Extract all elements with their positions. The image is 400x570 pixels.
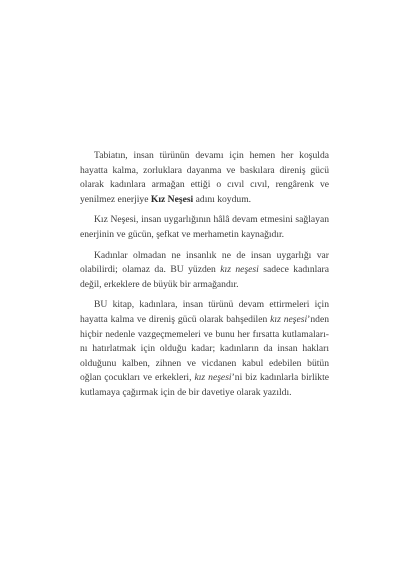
paragraph-4 <box>80 298 329 400</box>
text-run: Tabiatın, insan türünün devamı için hemen her koşulda hayatta kalma, zorluklara dayanma ve baskılara direniş gücü olarak kadınlara armağan ettiği o cıvıl cıvıl, rengârenk ve yenilmez enerjiye <box>80 150 329 205</box>
brand-name-bold: Kız Neşesi <box>150 193 194 205</box>
paragraph-2 <box>80 213 329 242</box>
italic-term: kız neşesi <box>270 313 308 325</box>
text-run: ’ni biz kadınlarla birlikte kutlamaya çağırmak için de bir davetiye olarak yazıldı. <box>80 372 329 398</box>
text-run: sadece kadınlara değil, erkeklere de büyük bir armağandır. <box>80 264 329 290</box>
text-run: adını koydum. <box>193 193 252 205</box>
italic-term: kız neşesi <box>194 372 232 384</box>
text-run: Kız Neşesi, insan uygarlığının hâlâ devam etmesini sağlayan enerjinin ve gücün, şefkat ve merhametin kaynağıdır. <box>80 214 329 240</box>
text-run: ’nden hiçbir nedenle vazgeçmemeleri ve bunu her fırsatta kutlamalarını hatırlatmak için olduğu kadar; kadınların da insan hakları olduğunu kalben, zihnen ve vicdanen kabul edebilen bütün oğlan çocukları ve erkekleri, <box>80 313 329 384</box>
italic-term: kız neşesi <box>220 264 259 276</box>
paragraph-1 <box>80 149 329 207</box>
paragraph-3 <box>80 249 329 293</box>
text-run: BU kitap, kadınlara, insan türünü devam ettirmeleri için hayatta kalma ve direniş gücü olarak bahşedilen <box>80 299 329 325</box>
text-run: Kadınlar olmadan ne insanlık ne de insan uygarlığı var olabilirdi; olamaz da. BU yüzden <box>80 249 329 276</box>
page-body <box>80 149 329 407</box>
